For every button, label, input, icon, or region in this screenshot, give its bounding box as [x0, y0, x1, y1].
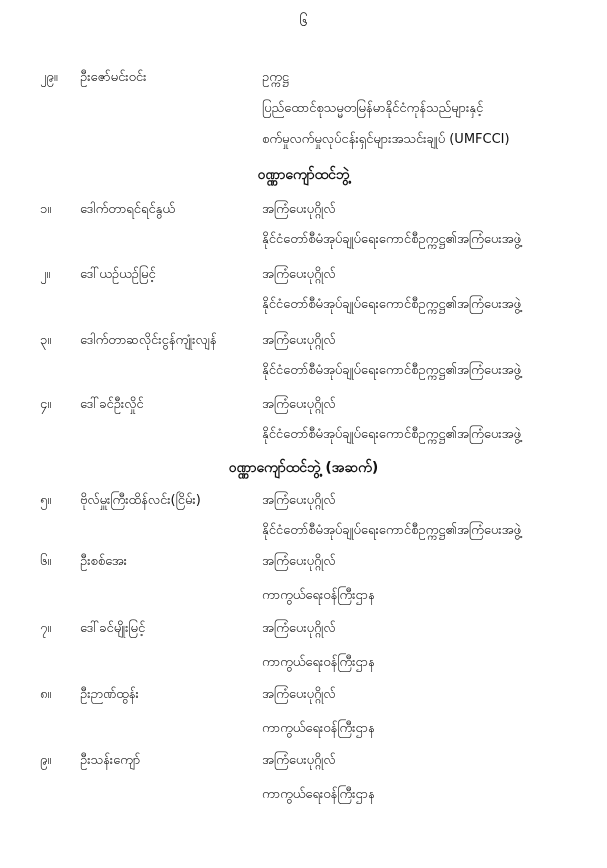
entry-number: ၄။ [40, 397, 52, 412]
entry-name: ဒေါက်တာရင်ရင်နွယ် [80, 202, 175, 217]
entry-title: အကြံပေးပုဂ္ဂိုလ် [262, 493, 336, 508]
entry-name: ဦးသန်းကျော် [80, 753, 141, 768]
entry-number: ၅။ [40, 493, 52, 508]
entry-title: ဥက္ကဋ္ဌ [262, 70, 289, 85]
entry-number: ၂။ [40, 267, 51, 282]
entry-title: အကြံပေးပုဂ္ဂိုလ် [262, 267, 336, 282]
entry-number: ၃။ [40, 333, 52, 348]
entry-organization: ပြည်ထောင်စုသမ္မတမြန်မာနိုင်ငံကုန်သည်များနှင့် [262, 101, 484, 116]
entry-organization: နိုင်ငံတော်စီမံအုပ်ချုပ်ရေးကောင်စီဥက္ကဋ္ဌ၏အကြံပေးအဖွဲ့ [262, 297, 521, 312]
entry-title: အကြံပေးပုဂ္ဂိုလ် [262, 202, 336, 217]
entry-name: ဦးဉာဏ်ထွန်း [80, 687, 139, 702]
entry-name: ဒေါ်ယဉ်ယဉ်မြင့် [80, 267, 156, 282]
entry-title: အကြံပေးပုဂ္ဂိုလ် [262, 554, 336, 569]
entry-title: အကြံပေးပုဂ္ဂိုလ် [262, 687, 336, 702]
entry-organization: စက်မှုလက်မှုလုပ်ငန်းရှင်များအသင်းချုပ် (UMFCCI) [262, 132, 510, 147]
entry-number: ၂၉။ [40, 70, 58, 85]
entry-title: အကြံပေးပုဂ္ဂိုလ် [262, 333, 336, 348]
entry-organization: ကာကွယ်ရေးဝန်ကြီးဌာန [262, 787, 375, 802]
entry-title: အကြံပေးပုဂ္ဂိုလ် [262, 753, 336, 768]
entry-organization: နိုင်ငံတော်စီမံအုပ်ချုပ်ရေးကောင်စီဥက္ကဋ္ဌ၏အကြံပေးအဖွဲ့ [262, 232, 521, 247]
entry-name: ဦးဇော်မင်းဝင်း [80, 70, 147, 85]
entry-organization: နိုင်ငံတော်စီမံအုပ်ချုပ်ရေးကောင်စီဥက္ကဋ္ဌ၏အကြံပေးအဖွဲ့ [262, 363, 521, 378]
entry-name: ဦးစစ်အေး [80, 554, 127, 569]
entry-number: ၆။ [40, 554, 52, 569]
section-heading: ဝဏ္ဏာကျော်ထင်ဘွဲ့ (အဆက်) [228, 460, 379, 476]
section-heading: ဝဏ္ဏာကျော်ထင်ဘွဲ့ [257, 167, 350, 183]
entry-name: ဒေါ်ခင်မျိုးမြင့် [80, 621, 146, 636]
page-number: ၆ [299, 12, 308, 30]
entry-number: ၈။ [40, 687, 52, 702]
entry-organization: ကာကွယ်ရေးဝန်ကြီးဌာန [262, 655, 375, 670]
entry-number: ၇။ [40, 621, 52, 636]
entry-organization: ကာကွယ်ရေးဝန်ကြီးဌာန [262, 588, 375, 603]
entry-organization: ကာကွယ်ရေးဝန်ကြီးဌာန [262, 721, 375, 736]
entry-organization: နိုင်ငံတော်စီမံအုပ်ချုပ်ရေးကောင်စီဥက္ကဋ္ဌ၏အကြံပေးအဖွဲ့ [262, 523, 521, 538]
entry-title: အကြံပေးပုဂ္ဂိုလ် [262, 621, 336, 636]
entry-title: အကြံပေးပုဂ္ဂိုလ် [262, 397, 336, 412]
entry-organization: နိုင်ငံတော်စီမံအုပ်ချုပ်ရေးကောင်စီဥက္ကဋ္ဌ၏အကြံပေးအဖွဲ့ [262, 427, 521, 442]
entry-number: ၁။ [40, 202, 52, 217]
entry-name: ဒေါ်ခင်ဦးလှိုင် [80, 397, 144, 412]
entry-number: ၉။ [40, 753, 52, 768]
entry-name: ဗိုလ်မှူးကြီးထိန်လင်း(ငြိမ်း) [80, 493, 201, 508]
entry-name: ဒေါက်တာဆလိုင်းငွန်ကျုံးလျန် [80, 333, 217, 348]
